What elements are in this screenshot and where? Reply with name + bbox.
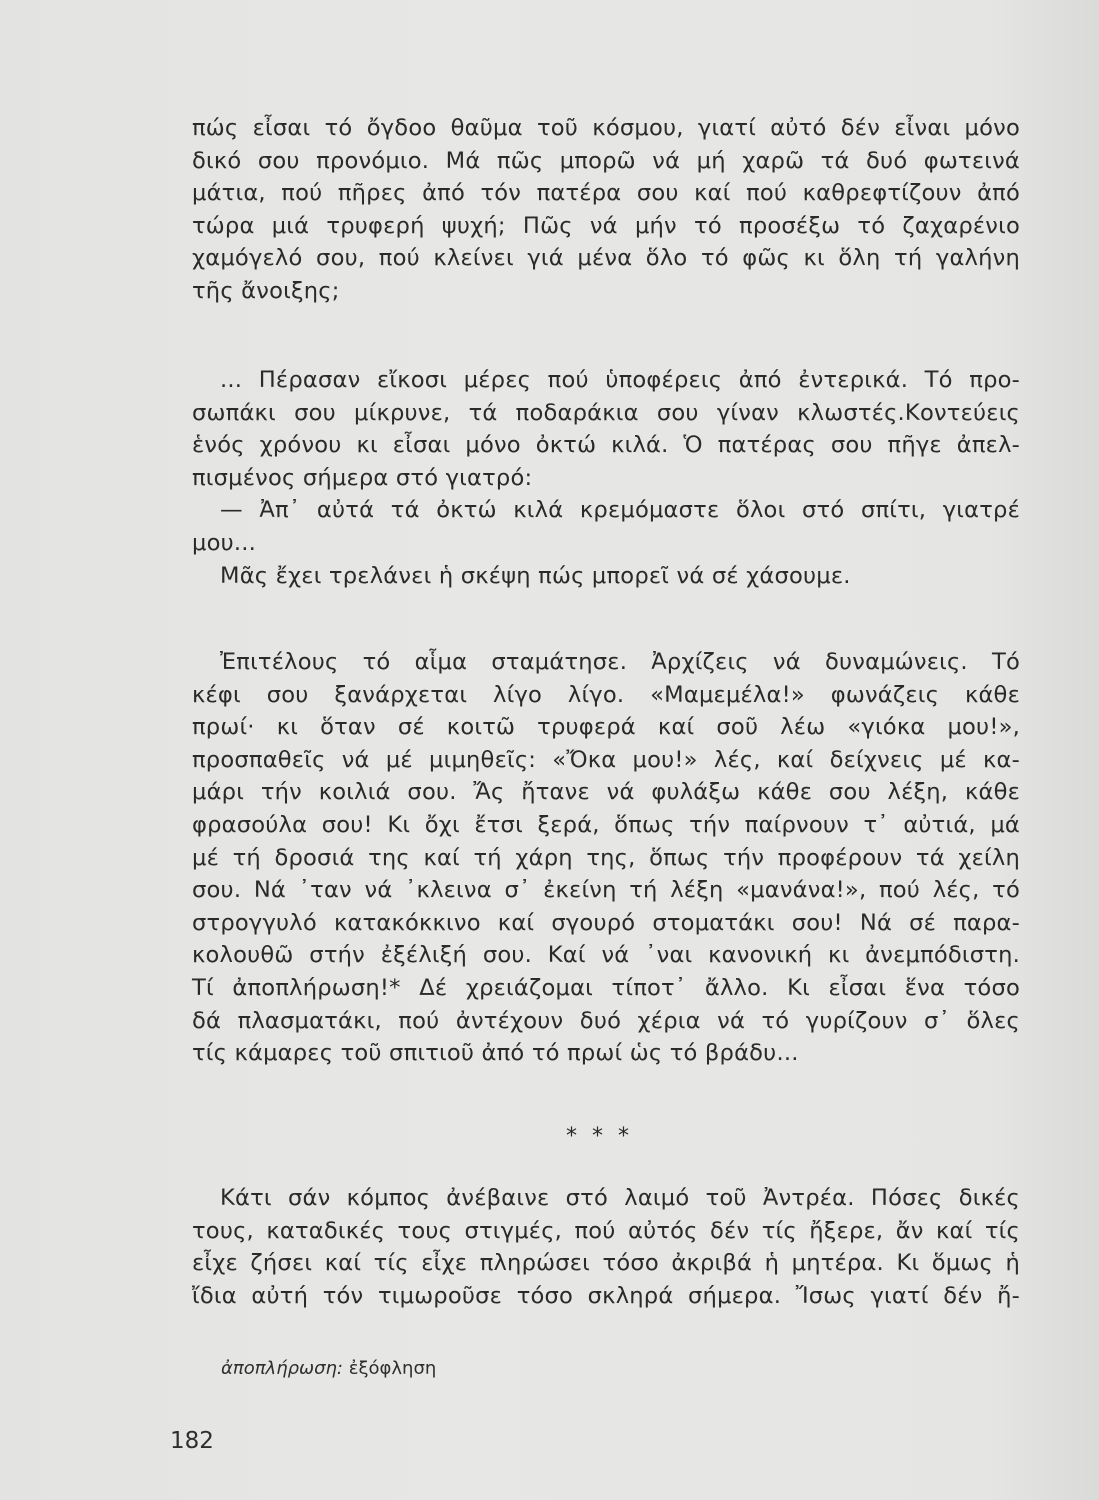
text-line: στρογγυλό κατακόκκινο καί σγουρό στοματάκι σου! Νά σέ παρα-: [192, 909, 1020, 936]
text-line: σωπάκι σου μίκρυνε, τά ποδαράκια σου γίναν κλωστές.Κοντεύεις: [192, 399, 1020, 426]
text-line: Τί ἀποπλήρωση!* Δέ χρειάζομαι τίποτ᾽ ἄλλο. Κι εἶσαι ἕνα τόσο: [192, 974, 1020, 1001]
text-line: σου. Νά ᾽ταν νά ᾽κλεινα σ᾽ ἐκείνη τή λέξη «μανάνα!», πού λές, τό: [192, 877, 1020, 904]
paragraph-2: [192, 364, 1020, 592]
text-line: εἶχε ζήσει καί τίς εἶχε πληρώσει τόσο ἀκριβά ἡ μητέρα. Κι ὅμως ἡ: [192, 1250, 1020, 1277]
text-line: Κάτι σάν κόμπος ἀνέβαινε στό λαιμό τοῦ Ἀντρέα. Πόσες δικές: [220, 1185, 1020, 1211]
text-line: φρασούλα σου! Κι ὄχι ἔτσι ξερά, ὅπως τήν παίρνουν τ᾽ αὐτιά, μά: [192, 811, 1020, 838]
text-line: ἴδια αὐτή τόν τιμωροῦσε τόσο σκληρά σήμερα. Ἴσως γιατί δέν ἤ-: [192, 1282, 1020, 1309]
text-line: κέφι σου ξανάρχεται λίγο λίγο. «Μαμεμέλα!» φωνάζεις κάθε: [192, 681, 1020, 708]
text-line: πρωί· κι ὅταν σέ κοιτῶ τρυφερά καί σοῦ λέω «γιόκα μου!»,: [192, 714, 1020, 741]
text-line: Μᾶς ἔχει τρελάνει ἡ σκέψη πώς μπορεῖ νά σέ χάσουμε.: [220, 562, 851, 589]
text-line: τίς κάμαρες τοῦ σπιτιοῦ ἀπό τό πρωί ὡς τό βράδυ...: [192, 1040, 799, 1067]
text-line: Ἐπιτέλους τό αἷμα σταμάτησε. Ἀρχίζεις νά δυναμώνεις. Τό: [220, 649, 1020, 675]
footnote-definition: ἐξόφληση: [348, 1358, 437, 1379]
text-line: μου...: [192, 529, 257, 556]
text-line: πισμένος σήμερα στό γιατρό:: [192, 464, 533, 491]
text-line: δικό σου προνόμιο. Μά πῶς μπορῶ νά μή χαρῶ τά δυό φωτεινά: [192, 147, 1020, 174]
text-line: τώρα μιά τρυφερή ψυχή; Πῶς νά μήν τό προσέξω τό ζαχαρένιο: [192, 212, 1020, 239]
footnote-term: ἀποπλήρωση:: [221, 1358, 343, 1379]
paragraph-4: [192, 1182, 1020, 1312]
text-line: χαμόγελό σου, πού κλείνει γιά μένα ὅλο τό φῶς κι ὅλη τή γαλήνη: [192, 245, 1020, 272]
paragraph-3: [192, 646, 1020, 1070]
text-line: ἑνός χρόνου κι εἶσαι μόνο ὀκτώ κιλά. Ὁ πατέρας σου πῆγε ἀπελ-: [192, 432, 1020, 459]
dialogue-line: — Ἀπ᾽ αὐτά τά ὀκτώ κιλά κρεμόμαστε ὅλοι στό σπίτι, γιατρέ: [220, 497, 1020, 524]
text-line: κολουθῶ στήν ἐξέλιξή σου. Καί νά ᾽ναι κανονική κι ἀνεμπόδιστη.: [192, 942, 1020, 969]
text-line: τους, καταδικές τους στιγμές, πού αὐτός δέν τίς ἤξερε, ἄν καί τίς: [192, 1217, 1020, 1244]
text-line: τῆς ἄνοιξης;: [192, 277, 340, 304]
page-number: 182: [170, 1428, 214, 1454]
footnote: [221, 1358, 436, 1379]
text-line: προσπαθεῖς νά μέ μιμηθεῖς: «Ὄκα μου!» λές, καί δείχνεις μέ κα-: [192, 746, 1020, 773]
text-line: πώς εἶσαι τό ὄγδοο θαῦμα τοῦ κόσμου, γιατί αὐτό δέν εἶναι μόνο: [192, 115, 1020, 141]
paragraph-1: [192, 112, 1020, 308]
text-line: ... Πέρασαν εἴκοσι μέρες πού ὑποφέρεις ἀπό ἐντερικά. Τό προ-: [220, 367, 1020, 393]
text-line: δά πλασματάκι, πού ἀντέχουν δυό χέρια νά τό γυρίζουν σ᾽ ὅλες: [192, 1007, 1020, 1034]
text-line: μάτια, πού πῆρες ἀπό τόν πατέρα σου καί πού καθρεφτίζουν ἀπό: [192, 180, 1020, 207]
text-line: μέ τή δροσιά της καί τή χάρη της, ὅπως τήν προφέρουν τά χείλη: [192, 844, 1020, 871]
section-separator: * * *: [566, 1124, 633, 1149]
text-line: μάρι τήν κοιλιά σου. Ἄς ἤτανε νά φυλάξω κάθε σου λέξη, κάθε: [192, 779, 1020, 806]
